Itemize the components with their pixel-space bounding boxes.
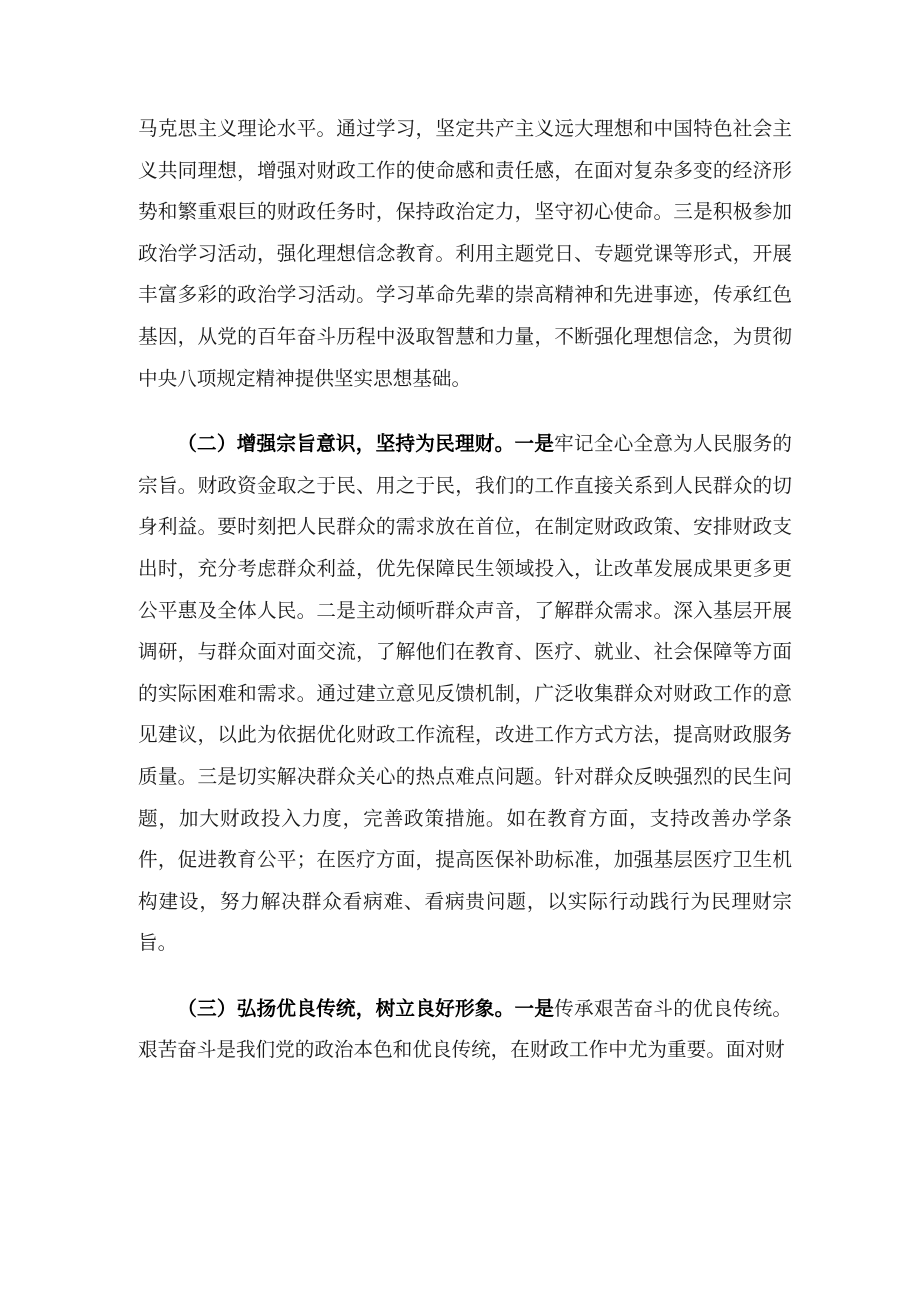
paragraph-text: 马克思主义理论水平。通过学习，坚定共产主义远大理想和中国特色社会主义共同理想，增强对财政工作的使命感和责任感，在面对复杂多变的经济形势和繁重艰巨的财政任务时，保持政治定力，坚守初心使命。三是积极参加政治学习活动，强化理想信念教育。利用主题党日、专题党课等形式，开展丰富多彩的政治学习活动。学习革命先辈的崇高精神和先进事迹，传承红色基因，从党的百年奋斗历程中汲取智慧和力量，不断强化理想信念，为贯彻中央八项规定精神提供坚实思想基础。 [138, 117, 792, 390]
paragraph-section-3 [138, 988, 792, 1071]
paragraph-continuation [138, 108, 792, 399]
section-heading: （二）增强宗旨意识，坚持为民理财。 [177, 432, 515, 456]
document-body [138, 108, 792, 1071]
paragraph-section-2 [138, 423, 792, 964]
lead-phrase: 一是 [514, 996, 555, 1020]
paragraph-text: 牢记全心全意为人民服务的宗旨。财政资金取之于民、用之于民，我们的工作直接关系到人民群众的切身利益。要时刻把人民群众的需求放在首位，在制定财政政策、安排财政支出时，充分考虑群众利益，优先保障民生领域投入，让改革发展成果更多更公平惠及全体人民。二是主动倾听群众声音，了解群众需求。深入基层开展调研，与群众面对面交流，了解他们在教育、医疗、就业、社会保障等方面的实际困难和需求。通过建立意见反馈机制，广泛收集群众对财政工作的意见建议，以此为依据优化财政工作流程，改进工作方式方法，提高财政服务质量。三是切实解决群众关心的热点难点问题。针对群众反映强烈的民生问题，加大财政投入力度，完善政策措施。如在教育方面，支持改善办学条件，促进教育公平；在医疗方面，提高医保补助标准，加强基层医疗卫生机构建设，努力解决群众看病难、看病贵问题，以实际行动践行为民理财宗旨。 [138, 432, 793, 955]
lead-phrase: 一是 [514, 432, 555, 456]
paragraph-text: 传承艰苦奋斗的优良传统。艰苦奋斗是我们党的政治本色和优良传统，在财政工作中尤为重要。面对财 [138, 996, 793, 1062]
section-heading: （三）弘扬优良传统，树立良好形象。 [177, 996, 515, 1020]
